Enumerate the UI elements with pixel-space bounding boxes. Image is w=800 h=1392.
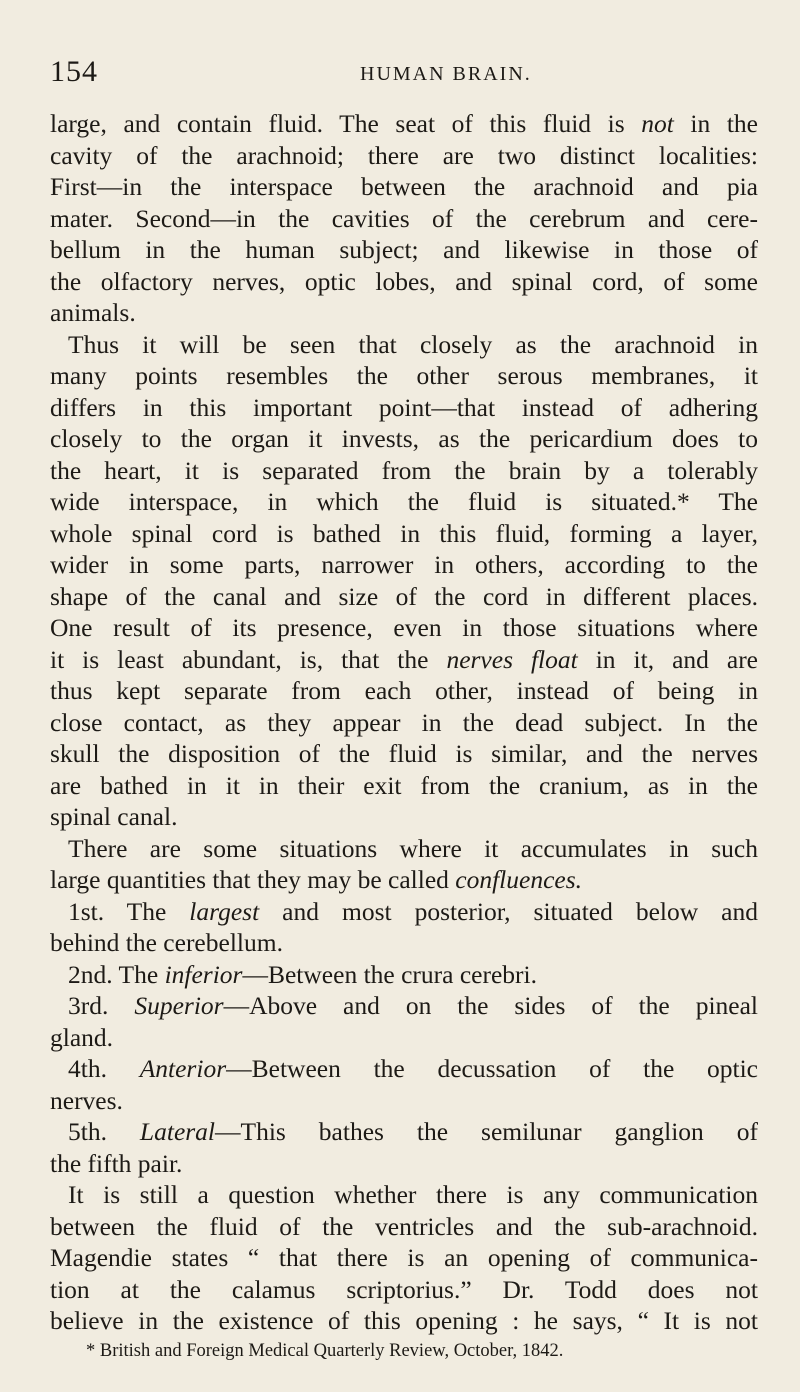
- text-line: [50, 140, 758, 172]
- text-line: [50, 644, 758, 676]
- text-line: [50, 990, 758, 1022]
- text-line: [50, 1116, 758, 1148]
- italic-text: inferior: [164, 959, 243, 989]
- text-line: [50, 1085, 758, 1117]
- text-run: large quantities that they may be called: [50, 865, 456, 894]
- text-run: mater. Second—in the cavities of the cerebrum and cere-: [50, 203, 758, 233]
- text-run: many points resembles the other serous membranes, it: [50, 361, 758, 390]
- italic-text: confluences.: [455, 865, 583, 894]
- text-run: cavity of the arachnoid; there are two distinct localities:: [50, 140, 758, 170]
- text-run: believe in the existence of this opening : he says, “ It is not: [50, 1306, 758, 1335]
- text-run: nerves.: [50, 1085, 123, 1115]
- text-line: [50, 1022, 758, 1054]
- text-run: animals.: [50, 298, 136, 327]
- italic-text: largest: [189, 896, 260, 926]
- text-line: [50, 171, 758, 203]
- text-run: Magendie states “ that there is an opening of communica-: [50, 1243, 758, 1272]
- text-line: [50, 927, 758, 959]
- text-run: in the: [673, 109, 758, 138]
- text-run: behind the cerebellum.: [50, 928, 283, 957]
- text-line: [50, 1211, 758, 1243]
- text-run: 2nd. The: [68, 959, 165, 989]
- text-run: 4th.: [68, 1054, 140, 1083]
- text-line: [50, 1148, 758, 1180]
- text-run: First—in the interspace between the arachnoid and pia: [50, 172, 758, 201]
- text-run: are bathed in it in their exit from the cranium, as in the: [50, 770, 758, 800]
- text-run: —Between the decussation of the optic: [226, 1054, 759, 1083]
- text-line: [50, 959, 758, 991]
- italic-text: Superior: [134, 991, 224, 1020]
- text-run: shape of the canal and size of the cord in different places.: [50, 581, 758, 611]
- running-head: HUMAN BRAIN.: [360, 63, 532, 85]
- text-run: bellum in the human subject; and likewise in those of: [50, 235, 758, 264]
- text-run: 5th.: [68, 1117, 140, 1146]
- text-run: large, and contain fluid. The seat of this fluid is: [50, 109, 642, 138]
- text-run: It is still a question whether there is any communication: [68, 1180, 758, 1209]
- text-run: in it, and are: [577, 644, 759, 674]
- text-run: and most posterior, situated below and: [259, 896, 758, 926]
- body-text: [50, 108, 758, 1363]
- text-line: [50, 266, 758, 298]
- text-run: closely to the organ it invests, as the pericardium does to: [50, 424, 758, 453]
- text-line: [50, 1053, 758, 1085]
- text-line: [50, 833, 758, 865]
- text-run: One result of its presence, even in those situations where: [50, 613, 758, 642]
- text-line: [50, 297, 758, 329]
- text-run: 3rd.: [68, 991, 135, 1020]
- italic-text: nerves float: [446, 644, 578, 674]
- text-line: [50, 329, 758, 361]
- italic-text: not: [641, 109, 674, 138]
- text-run: the heart, it is separated from the brain by a tolerably: [50, 455, 758, 485]
- text-run: —This bathes the semilunar ganglion of: [215, 1117, 758, 1146]
- text-line: [50, 549, 758, 581]
- text-line: [50, 738, 758, 770]
- text-line: [50, 770, 758, 802]
- text-line: [50, 234, 758, 266]
- text-run: tion at the calamus scriptorius.” Dr. Todd does not: [50, 1274, 758, 1304]
- text-run: between the fluid of the ventricles and the sub-arachnoid.: [50, 1211, 758, 1241]
- text-line: [50, 707, 758, 739]
- text-run: differs in this important point—that instead of adhering: [50, 392, 758, 422]
- text-line: [50, 1242, 758, 1274]
- text-line: [50, 675, 758, 707]
- text-line: [50, 801, 758, 833]
- text-run: thus kept separate from each other, instead of being in: [50, 676, 758, 705]
- text-run: 1st. The: [68, 896, 190, 926]
- text-line: [50, 360, 758, 392]
- text-run: close contact, as they appear in the dead subject. In the: [50, 707, 758, 737]
- page-number: 154: [50, 55, 98, 88]
- text-run: it is least abundant, is, that the: [50, 644, 447, 674]
- text-line: [50, 612, 758, 644]
- text-line: [50, 423, 758, 455]
- text-line: [50, 1274, 758, 1306]
- text-line: [50, 1179, 758, 1211]
- italic-text: Anterior: [139, 1054, 227, 1083]
- text-line: [50, 203, 758, 235]
- text-run: wider in some parts, narrower in others, according to the: [50, 550, 758, 579]
- text-run: spinal canal.: [50, 802, 178, 831]
- text-run: wide interspace, in which the fluid is situated.* The: [50, 487, 758, 516]
- text-run: the olfactory nerves, optic lobes, and spinal cord, of some: [50, 266, 758, 296]
- footnote: * British and Foreign Medical Quarterly Review, October, 1842.: [86, 1340, 564, 1361]
- text-line: [50, 896, 758, 928]
- italic-text: Lateral: [139, 1117, 216, 1146]
- text-run: whole spinal cord is bathed in this fluid, forming a layer,: [50, 518, 758, 548]
- text-run: Thus it will be seen that closely as the arachnoid in: [68, 329, 758, 359]
- text-run: skull the disposition of the fluid is similar, and the nerves: [50, 739, 758, 768]
- page-header: [50, 55, 750, 95]
- text-line: [50, 864, 758, 896]
- text-run: —Between the crura cerebri.: [242, 959, 537, 989]
- text-run: —Above and on the sides of the pineal: [223, 991, 759, 1020]
- text-line: [50, 392, 758, 424]
- text-run: There are some situations where it accumulates in such: [68, 833, 758, 863]
- text-run: gland.: [50, 1022, 114, 1052]
- text-line: [50, 581, 758, 613]
- text-line: [50, 108, 758, 140]
- text-line: [50, 1305, 758, 1337]
- text-line: [50, 486, 758, 518]
- text-run: the fifth pair.: [50, 1148, 183, 1178]
- text-line: [50, 518, 758, 550]
- text-line: [50, 455, 758, 487]
